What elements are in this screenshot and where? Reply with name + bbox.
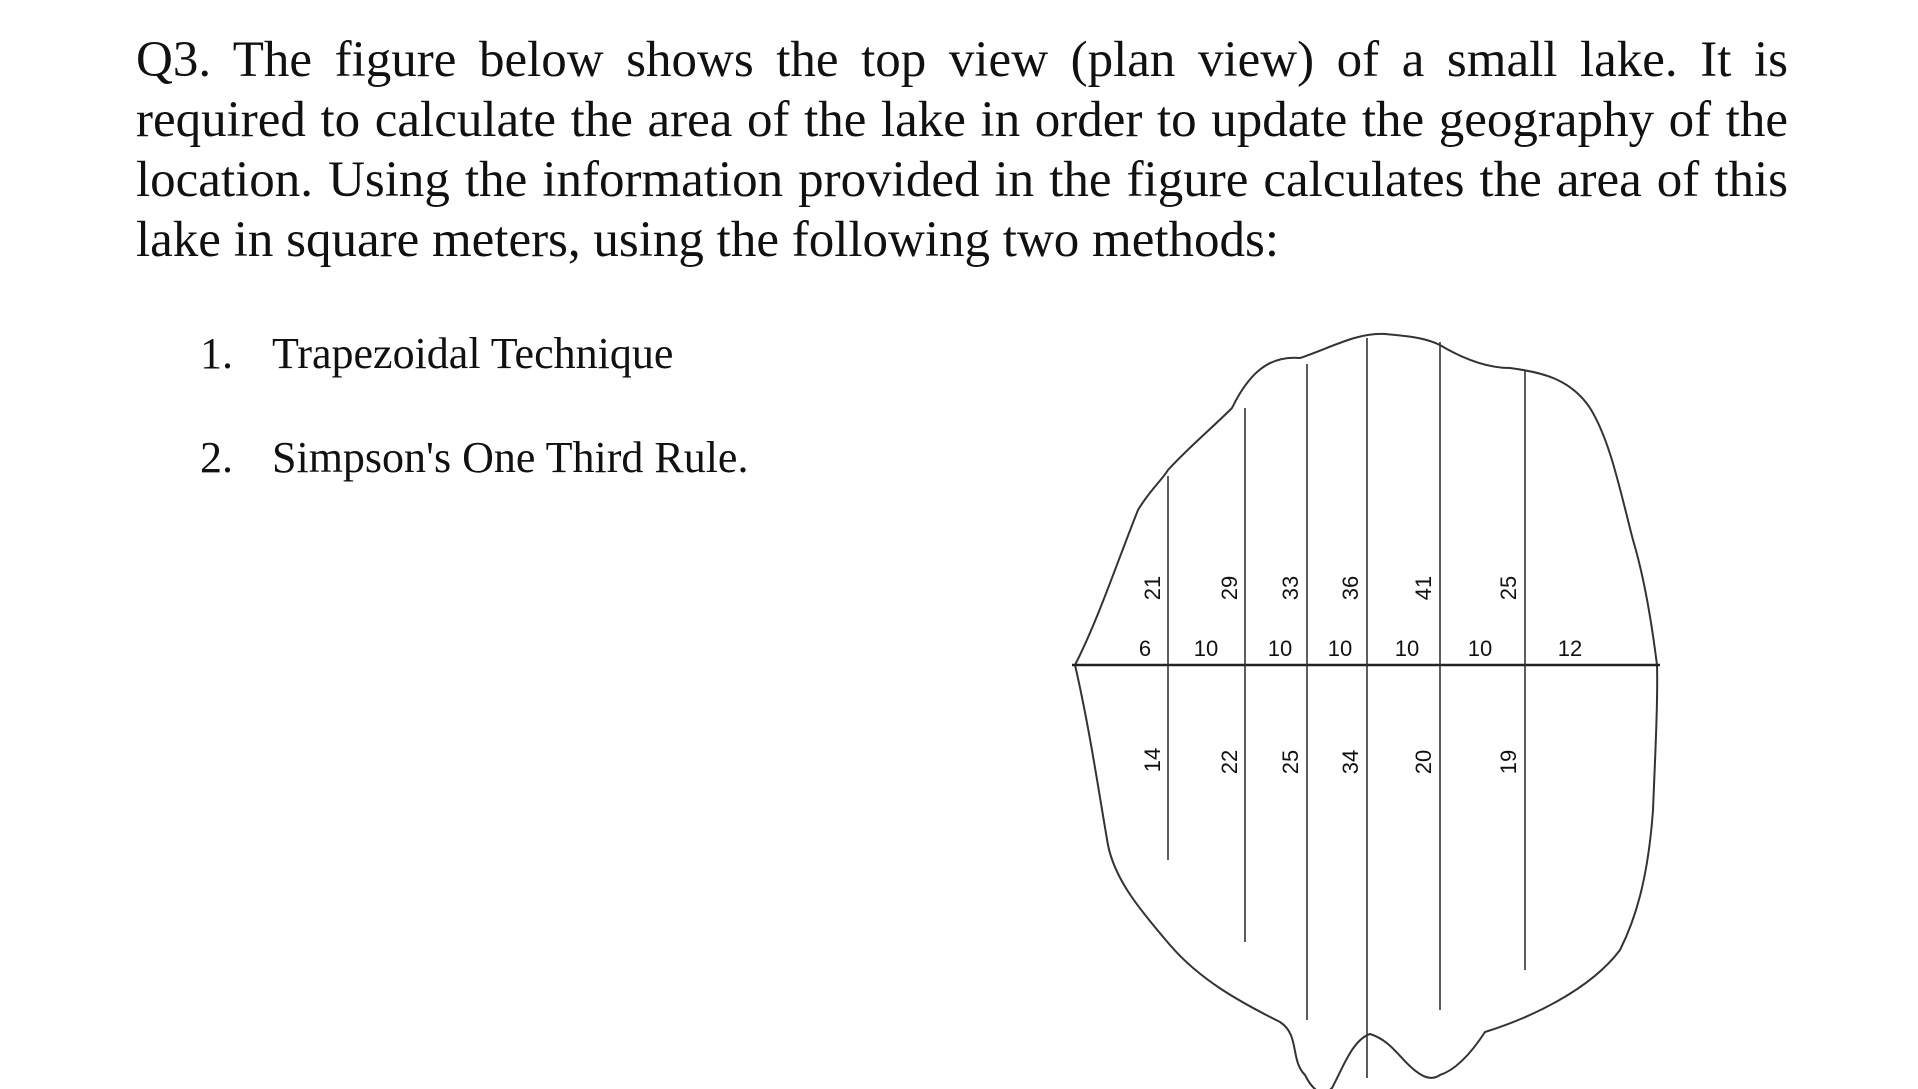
spacing-label: 10: [1327, 636, 1353, 661]
question-text: Q3. The figure below shows the top view (plan view) of a small lake. It is required to calculate the area of the lake in order to update the geography of the location. Using the information provided in the figure calculates the area of this lake in square meters, using the following two methods:: [136, 32, 1788, 268]
upper-offset-label: 29: [1217, 575, 1242, 601]
method-number: 1.: [200, 329, 233, 378]
lower-offset-label: 14: [1140, 747, 1165, 773]
upper-offset-label: 33: [1278, 575, 1303, 601]
spacing-label: 10: [1193, 636, 1219, 661]
lower-offset-label: 20: [1411, 749, 1436, 775]
lake-outline: [1075, 334, 1657, 1089]
upper-offset-label: 21: [1140, 575, 1165, 601]
upper-offset-label: 36: [1338, 575, 1363, 601]
upper-offset-label: 41: [1411, 575, 1436, 601]
spacing-label: 12: [1557, 636, 1583, 661]
spacing-label: 10: [1394, 636, 1420, 661]
lower-offset-label: 25: [1278, 749, 1303, 775]
spacing-label: 6: [1138, 636, 1152, 661]
lower-offset-label: 34: [1338, 749, 1363, 775]
method-number: 2.: [200, 433, 233, 482]
upper-offset-label: 25: [1496, 575, 1521, 601]
method-label: Trapezoidal Technique: [272, 329, 674, 378]
method-label: Simpson's One Third Rule.: [272, 433, 749, 482]
lower-offset-label: 19: [1496, 749, 1521, 775]
lower-offset-label: 22: [1217, 749, 1242, 775]
spacing-label: 10: [1267, 636, 1293, 661]
spacing-label: 10: [1467, 636, 1493, 661]
